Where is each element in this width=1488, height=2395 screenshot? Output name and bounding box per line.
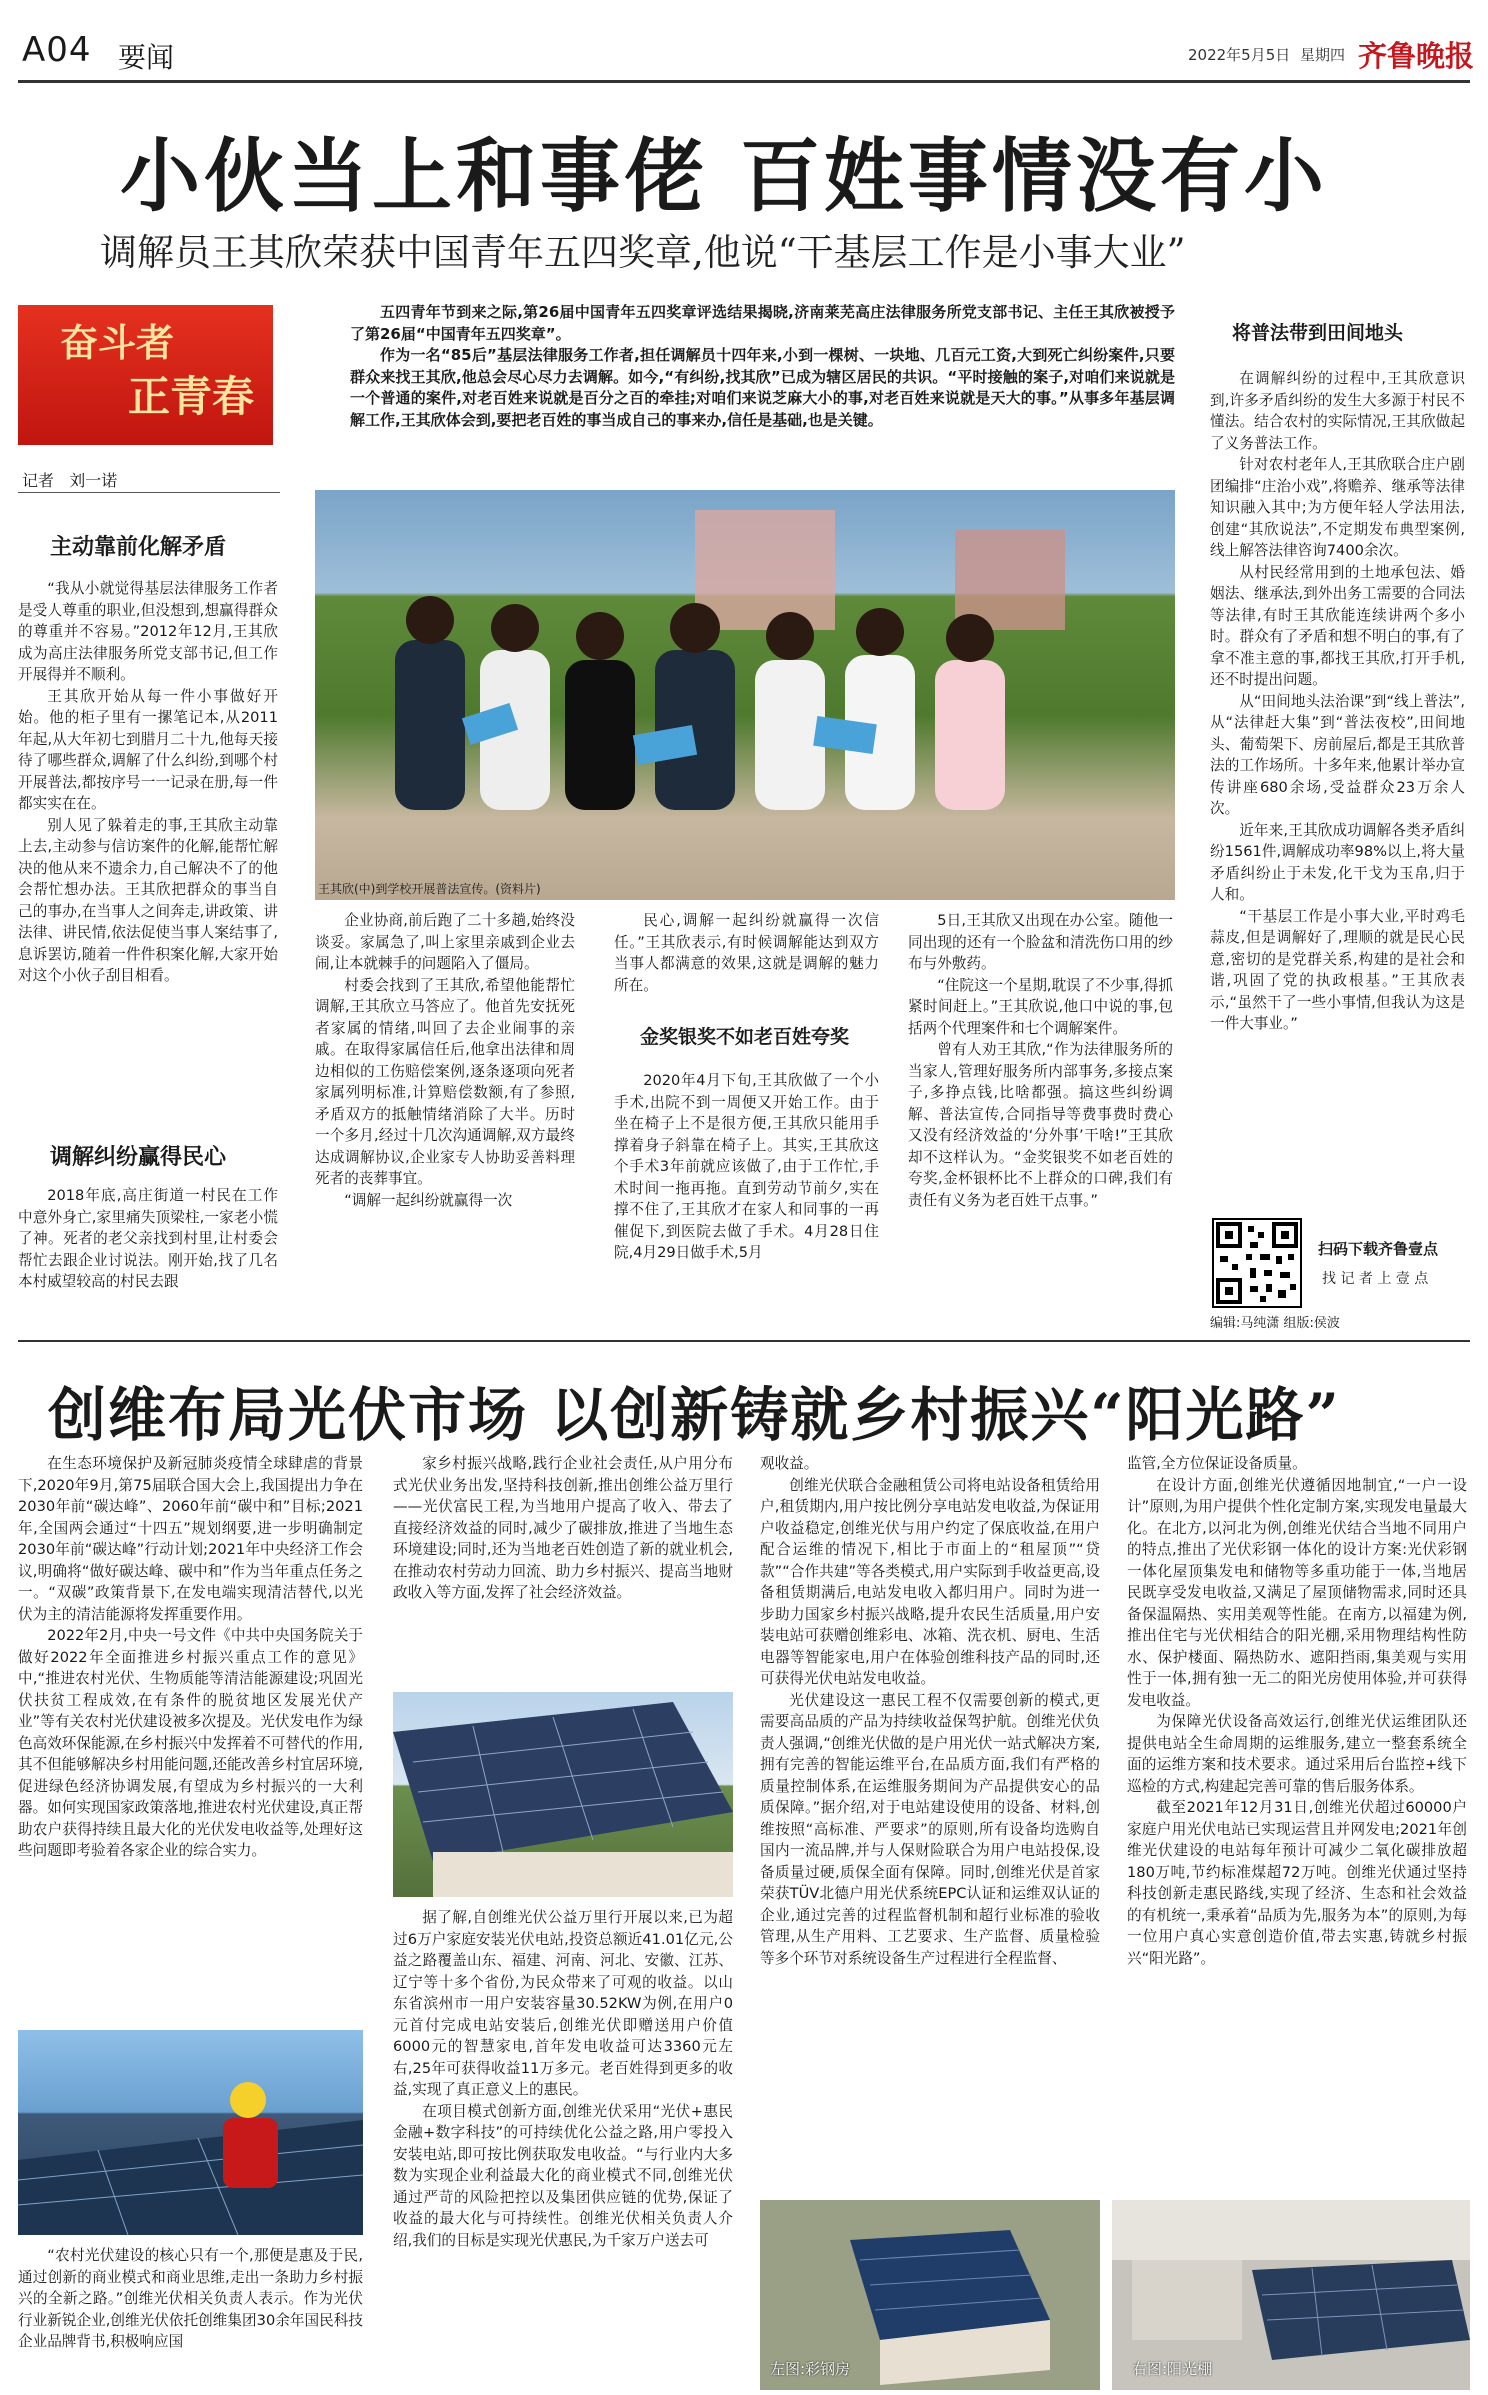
byline-label: 记者	[22, 471, 55, 490]
paragraph: 监管,全方位保证设备质量。	[1127, 1455, 1307, 1472]
header-rule	[18, 80, 1470, 83]
rooftop-illustration	[393, 1692, 733, 1897]
paragraph: 在设计方面,创维光伏遵循因地制宜,“一户一设计”原则,为用户提供个性化定制方案,实现发电量最大化。在北方,以河北为例,创维光伏结合当地不同用户的特点,推出了光伏彩钢一体化的设计方案:光伏彩钢一体化屋顶集发电和储物等多重功能于一体,当地居民既享受发电收益,又满足了屋顶储物需求,同时还具备保温隔热、实用美观等性能。在南方,以福建为例,推出住宅与光伏相结合的阳光棚,采用物理结构性防水、保护楼面、隔热防水、遮阳挡雨,集美观与实用性于一体,拥有独一无二的阳光房使用体验,并可获得发电收益。	[1127, 1476, 1467, 1709]
paragraph: 从村民经常用到的土地承包法、婚姻法、继承法,到外出务工需要的合同法等法律,有时王其欣能连续讲两个多小时。群众有了矛盾和想不明白的事,有了拿不准主意的事,都找王其欣,打开手机,还不时提出问题。	[1210, 563, 1465, 688]
story1-col2	[315, 910, 575, 1211]
story2-col1b	[18, 2245, 363, 2353]
badge-line2: 正青春	[128, 372, 255, 421]
paragraph: “住院这一个星期,耽误了不少事,得抓紧时间赶上。”王其欣说,他口中说的事,包括两个代理案件和七个调解案件。	[908, 976, 1173, 1037]
paragraph: 光伏建设这一惠民工程不仅需要创新的模式,更需要高品质的产品为持续收益保驾护航。创维光伏负责人强调,“创维光伏做的是户用光伏一站式解决方案,拥有完善的智能运维平台,在品质方面,我们有严格的质量控制体系,在运维服务期间为产品提供安心的品质保障。”据介绍,对于电站建设使用的设备、材料,创维按照“高标准、严要求”的原则,所有设备均选购自国内一流品牌,并与人保财险联合为用户电站投保,设备质量过硬,质保全面有保障。同时,创维光伏是首家荣获TÜV北德户用光伏系统EPC认证和运维双认证的企业,通过完善的过程监督机制和超行业标准的验收管理,从生产用料、工艺要求、生产监督、质量检验等多个环节对系统设备生产过程进行全程监督、	[760, 1691, 1100, 1967]
story1-col4	[908, 910, 1173, 1211]
issue-date: 2022年5月5日	[1188, 46, 1291, 64]
intro-paragraph: 作为一名“85后”基层法律服务工作者,担任调解员十四年来,小到一棵树、一块地、几百元工资,大到死亡纠纷案件,只要群众来找王其欣,他总会尽心尽力去调解。如今,“有纠纷,找其欣”已成为辖区居民的共识。“平时接触的案子,对咱们来说就是一个普通的案件,对老百姓来说就是百分之百的牵挂;对咱们来说芝麻大小的事,对老百姓来说就是天大的事。”从事多年基层调解工作,王其欣体会到,要把老百姓的事当成自己的事来办,信任是基础,也是关键。	[350, 346, 1175, 429]
story1-intro	[350, 302, 1175, 431]
paragraph: “干基层工作是小事大业,平时鸡毛蒜皮,但是调解好了,理顺的就是民心民意,密切的是党群关系,构建的是社会和谐,巩固了党的执政根基。”王其欣表示,“虽然干了一些小事情,但我认为这是一件大事业。”	[1210, 907, 1465, 1032]
story2-col3	[760, 1453, 1100, 1969]
paragraph: 在生态环境保护及新冠肺炎疫情全球肆虐的背景下,2020年9月,第75届联合国大会上,我国提出力争在2030年前“碳达峰”、2060年前“碳中和”目标;2021年,全国两会通过“十四五”规划纲要,进一步明确制定2030年前“碳达峰”行动计划;2021年中央经济工作会议,明确将“做好碳达峰、碳中和”作为当年重点任务之一。“双碳”政策背景下,在发电端实现清洁替代,以光伏为主的清洁能源将发挥重要作用。	[18, 1455, 363, 1623]
story1-col1	[18, 578, 278, 987]
story2-col2	[393, 1453, 733, 1604]
story-divider	[18, 1340, 1470, 1342]
story2-col2b	[393, 1907, 733, 2251]
newspaper-name: 齐鲁晚报	[1358, 39, 1475, 73]
sunroom-photo	[1112, 2200, 1470, 2390]
paragraph: 为保障光伏设备高效运行,创维光伏运维团队还提供电站全生命周期的运维服务,建立一整套系统全面的运维方案和技术要求。通过采用后台监控+线下巡检的方式,构建起完善可靠的售后服务体系。	[1127, 1713, 1467, 1795]
story2-col4	[1127, 1453, 1467, 1969]
story1-headline: 小伙当上和事佬 百姓事情没有小	[120, 129, 1328, 223]
col5-heading: 将普法带到田间地头	[1232, 322, 1404, 344]
installer-photo	[18, 2030, 363, 2235]
qr-sublabel: 找 记 者 上 壹 点	[1322, 1271, 1429, 1287]
byline-name: 刘一诺	[69, 471, 118, 490]
story1-col3	[614, 910, 879, 996]
paragraph: 村委会找到了王其欣,希望他能帮忙调解,王其欣立马答应了。他首先安抚死者家属的情绪,叫回了去企业闹事的亲戚。在取得家属信任后,他拿出法律和周边相似的工伤赔偿案例,逐条逐项向死者家属列明标准,计算赔偿数额,有了参照,矛盾双方的抵触情绪消除了大半。历时一个多月,经过十几次沟通调解,双方最终达成调解协议,企业家专人协助妥善料理死者的丧葬事宜。	[315, 976, 575, 1187]
col3-heading: 金奖银奖不如老百姓夸奖	[640, 1026, 850, 1048]
main-photo	[315, 490, 1175, 900]
paragraph: 民心,调解一起纠纷就赢得一次信任。”王其欣表示,有时候调解能达到双方当事人都满意的效果,这就是调解的魅力所在。	[614, 912, 879, 994]
paragraph: 针对农村老年人,王其欣联合庄户剧团编排“庄治小戏”,将赡养、继承等法律知识融入其中;为方便年轻人学法用法,创建“其欣说法”,不定期发布典型案例,线上解答法律咨询7400余次。	[1210, 456, 1465, 559]
paragraph: 在调解纠纷的过程中,王其欣意识到,许多矛盾纠纷的发生大多源于村民不懂法。结合农村的实际情况,王其欣做起了义务普法工作。	[1210, 370, 1465, 452]
badge-line1: 奋斗者	[60, 320, 175, 365]
page-code: A04	[22, 30, 92, 70]
intro-paragraph: 五四青年节到来之际,第26届中国青年五四奖章评选结果揭晓,济南莱芜高庄法律服务所党支部书记、主任王其欣被授予了第26届“中国青年五四奖章”。	[350, 303, 1175, 343]
story1-col1b	[18, 1185, 278, 1293]
qr-code[interactable]	[1212, 1218, 1302, 1308]
paragraph: “农村光伏建设的核心只有一个,那便是惠及于民,通过创新的商业模式和商业思维,走出一条助力乡村振兴的全新之路。”创维光伏相关负责人表示。作为光伏行业新锐企业,创维光伏依托创维集团30余年国民科技企业品牌背书,积极响应国	[18, 2247, 363, 2350]
issue-weekday: 星期四	[1300, 46, 1346, 64]
paragraph: 创维光伏联合金融租赁公司将电站设备租赁给用户,租赁期内,用户按比例分享电站发电收益,为保证用户收益稳定,创维光伏与用户约定了保底收益,在用户配合运维的情况下,相比于市面上的“租屋顶”“贷款”“合作共建”等各类模式,用户实际到手收益更高,设备租赁期满后,电站发电收入都归用户。同时为进一步助力国家乡村振兴战略,提升农民生活质量,用户安装电站可获赠创维彩电、冰箱、洗衣机、厨电、生活电器等智能家电,用户在体验创维科技产品的同时,还可获得光伏电站发电收益。	[760, 1476, 1100, 1687]
col1-heading-2: 调解纠纷赢得民心	[50, 1144, 227, 1170]
paragraph: 企业协商,前后跑了二十多趟,始终没谈妥。家属急了,叫上家里亲戚到企业去闹,让本就棘手的问题陷入了僵局。	[315, 912, 575, 972]
photo-credit-right: 右图:阳光棚	[1132, 2360, 1213, 2378]
paragraph: 截至2021年12月31日,创维光伏超过60000户家庭户用光伏电站已实现运营且并网发电;2021年创维光伏建设的电站每年预计可减少二氧化碳排放超180万吨,节约标准煤超72万吨。创维光伏通过坚持科技创新走惠民路线,实现了经济、生态和社会效益的有机统一,秉承着“品质为先,服务为本”的原则,为每一位用户真心实意创造价值,带去实惠,铸就乡村振兴“阳光路”。	[1127, 1799, 1467, 1967]
story1-subhead: 调解员王其欣荣获中国青年五四奖章,他说“干基层工作是小事大业”	[100, 231, 1186, 274]
paragraph: 2022年2月,中央一号文件《中共中央国务院关于做好2022年全面推进乡村振兴重点工作的意见》中,“推进农村光伏、生物质能等清洁能源建设;巩固光伏扶贫工程成效,在有条件的脱贫地区发展光伏产业”等有关农村光伏建设被多次提及。光伏发电作为绿色高效环保能源,在乡村振兴中发挥着不可替代的作用,其不但能够解决乡村用能问题,还能改善乡村宜居环境,促进绿色经济协调发展,有望成为乡村振兴的一大利器。如何实现国家政策落地,推进农村光伏建设,真正帮助农户获得持续且最大化的光伏发电收益等,处理好这些问题即考验着各家企业的综合实力。	[18, 1627, 363, 1859]
story1-col5	[1210, 368, 1465, 1035]
photo-credit-left: 左图:彩钢房	[770, 2360, 851, 2378]
qr-code-icon	[1214, 1220, 1300, 1306]
section-name: 要闻	[118, 41, 175, 74]
story1-col3b	[614, 1070, 879, 1264]
paragraph: 别人见了躲着走的事,王其欣主动靠上去,主动参与信访案件的化解,能帮忙解决的他从来不遗余力,自己解决不了的他会帮忙想办法。王其欣把群众的事当自己的事办,在当事人之间奔走,讲政策、讲法律、讲民情,依法促使当事人案结事了,息诉罢访,随着一件件积案化解,大家开始对这个小伙子刮目相看。	[18, 816, 278, 984]
story2-headline: 创维布局光伏市场 以创新铸就乡村振兴“阳光路”	[48, 1381, 1341, 1449]
col1-heading: 主动靠前化解矛盾	[50, 534, 227, 560]
paragraph: 从“田间地头法治课”到“线上普法”,从“法律赶大集”到“普法夜校”,田间地头、葡萄架下、房前屋后,都是王其欣普法的工作场所。十多年来,他累计举办宣传讲座680余场,受益群众23万余人次。	[1210, 692, 1465, 817]
paragraph: 家乡村振兴战略,践行企业社会责任,从户用分布式光伏业务出发,坚持科技创新,推出创维公益万里行——光伏富民工程,为当地用户提高了收入、带去了直接经济效益的同时,减少了碳排放,推进了当地生态环境建设;同时,还为当地老百姓创造了新的就业机会,在推动农村劳动力回流、助力乡村振兴、提高当地财政收入等方面,发挥了社会经济效益。	[393, 1455, 733, 1601]
paragraph: 2018年底,高庄街道一村民在工作中意外身亡,家里痛失顶梁柱,一家老小慌了神。死者的老父亲找到村里,让村委会帮忙去跟企业讨说法。刚开始,找了几名本村威望较高的村民去跟	[18, 1187, 278, 1290]
paragraph: 曾有人劝王其欣,“作为法律服务所的当家人,管理好服务所内部事务,多接点案子,多挣点钱,比啥都强。搞这些纠纷调解、普法宣传,合同指导等费事费时费心又没有经济效益的‘分外事’干啥!”王其欣却不这样认为。“金奖银奖不如老百姓的夸奖,金杯银杯比不上群众的口碑,我们有责任有义务为老百姓干点事。”	[908, 1041, 1173, 1209]
paragraph: 在项目模式创新方面,创维光伏采用“光伏+惠民金融+数字科技”的可持续优化公益之路,用户零投入安装电站,即可按比例获取发电收益。“与行业内大多数为实现企业利益最大化的商业模式不同,创维光伏通过严苛的风险把控以及集团供应链的优势,保证了收益的最大化与可持续性。创维光伏相关负责人介绍,我们的目标是实现光伏惠民,为千家万户送去可	[393, 2102, 733, 2249]
paragraph: 据了解,自创维光伏公益万里行开展以来,已为超过6万户家庭安装光伏电站,投资总额近41.01亿元,公益之路覆盖山东、福建、河南、河北、安徽、江苏、辽宁等十多个省份,为民众带来了可观的收益。以山东省滨州市一用户安装容量30.52KW为例,在用户0元首付完成电站安装后,创维光伏即赠送用户价值6000元的智慧家电,首年发电收益可达3360元左右,25年可获得收益11万多元。老百姓得到更多的收益,实现了真正意义上的惠民。	[393, 1909, 733, 2098]
rooftop-photo	[393, 1692, 733, 1897]
qr-label: 扫码下载齐鲁壹点	[1318, 1240, 1439, 1258]
byline-rule	[18, 492, 280, 493]
editor-credit: 编辑:马纯潇 组版:侯波	[1210, 1316, 1340, 1331]
byline	[22, 468, 117, 491]
paragraph: 2020年4月下旬,王其欣做了一个小手术,出院不到一周便又开始工作。由于坐在椅子上不是很方便,王其欣只能用手撑着身子斜靠在椅子上。其实,王其欣这个手术3年前就应该做了,由于工作忙,手术时间一拖再拖。直到劳动节前夕,实在撑不住了,王其欣才在家人和同事的一再催促下,到医院去做了手术。4月28日住院,4月29日做手术,5月	[614, 1072, 879, 1261]
main-photo-caption: 王其欣(中)到学校开展普法宣传。(资料片)	[318, 882, 541, 896]
installer-illustration	[18, 2030, 363, 2235]
steel-house-photo	[760, 2200, 1100, 2390]
story2-col1	[18, 1453, 363, 1862]
paragraph: 王其欣开始从每一件小事做好开始。他的柜子里有一摞笔记本,从2011年起,从大年初七到腊月二十九,他每天接待了哪些群众,调解了什么纠纷,到哪个村开展普法,都按序号一一记录在册,每一件都实实在在。	[18, 687, 278, 812]
photo-illustration	[315, 490, 1175, 900]
paragraph: “调解一起纠纷就赢得一次	[344, 1191, 513, 1209]
paragraph: “我从小就觉得基层法律服务工作者是受人尊重的职业,但没想到,想赢得群众的尊重并不容易。”2012年12月,王其欣成为高庄法律服务所党支部书记,但工作开展得并不顺利。	[18, 580, 278, 683]
paragraph: 近年来,王其欣成功调解各类矛盾纠纷1561件,调解成功率98%以上,将大量矛盾纠纷止于未发,化干戈为玉帛,归于人和。	[1210, 821, 1465, 903]
paragraph: 观收益。	[760, 1455, 819, 1472]
paragraph: 5日,王其欣又出现在办公室。随他一同出现的还有一个脸盆和清洗伤口用的纱布与外敷药。	[908, 912, 1173, 972]
